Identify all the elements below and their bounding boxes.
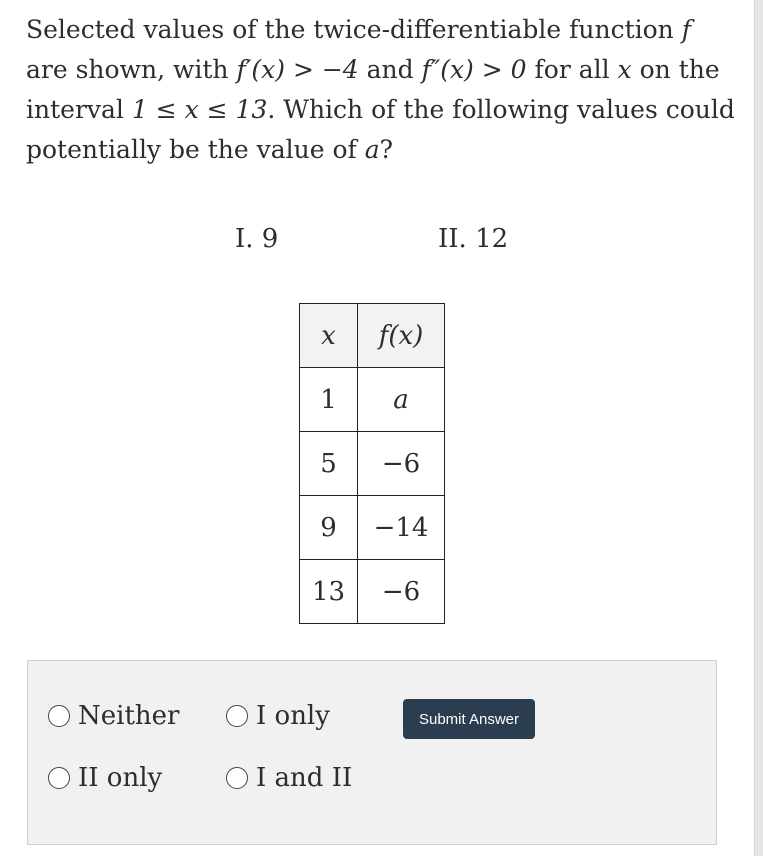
submit-answer-button[interactable]: Submit Answer (403, 699, 535, 739)
radio-button[interactable] (48, 767, 70, 789)
table-row (300, 368, 445, 432)
variable-a: a (364, 135, 380, 164)
table-cell-x: 13 (300, 560, 358, 624)
radio-button[interactable] (226, 705, 248, 727)
condition-second-derivative: f″(x) > 0 (421, 55, 527, 84)
option-statement-1: I. 9 (235, 224, 279, 254)
table-cell-x: 1 (300, 368, 358, 432)
table-cell-x: 9 (300, 496, 358, 560)
table-row (300, 496, 445, 560)
choice-neither[interactable] (48, 701, 179, 731)
condition-first-derivative: f′(x) > −4 (236, 55, 359, 84)
table-cell-fx: −6 (358, 560, 445, 624)
table-cell-fx: −6 (358, 432, 445, 496)
interval: 1 ≤ x ≤ 13 (131, 95, 268, 124)
choice-label: I and II (256, 763, 353, 793)
question-text: Selected values of the twice-differentiable function f are shown, with f′(x) > −4 and f″(x) > 0 for all x on the interval 1 ≤ x ≤ 13. Which of the following values could potentially be the value of a? (26, 15, 735, 164)
answer-panel (27, 660, 717, 845)
table-cell-fx: −14 (358, 496, 445, 560)
choice-label: Neither (78, 701, 180, 731)
choice-ii-only[interactable] (48, 763, 162, 793)
choice-i-and-ii[interactable] (226, 763, 352, 793)
radio-button[interactable] (226, 767, 248, 789)
function-f: f (681, 15, 691, 44)
variable-x: x (617, 55, 632, 84)
table-row (300, 560, 445, 624)
table-header-row (300, 304, 445, 368)
choice-i-only[interactable] (226, 701, 330, 731)
choice-label: II only (78, 763, 163, 793)
table-header-x: x (300, 304, 358, 368)
scrollbar[interactable] (754, 0, 763, 856)
option-statement-2: II. 12 (438, 224, 509, 254)
table-cell-x: 5 (300, 432, 358, 496)
table-cell-fx: a (358, 368, 445, 432)
radio-button[interactable] (48, 705, 70, 727)
choice-label: I only (256, 701, 330, 731)
table-header-fx: f(x) (358, 304, 445, 368)
values-table (299, 303, 445, 624)
table-row (300, 432, 445, 496)
